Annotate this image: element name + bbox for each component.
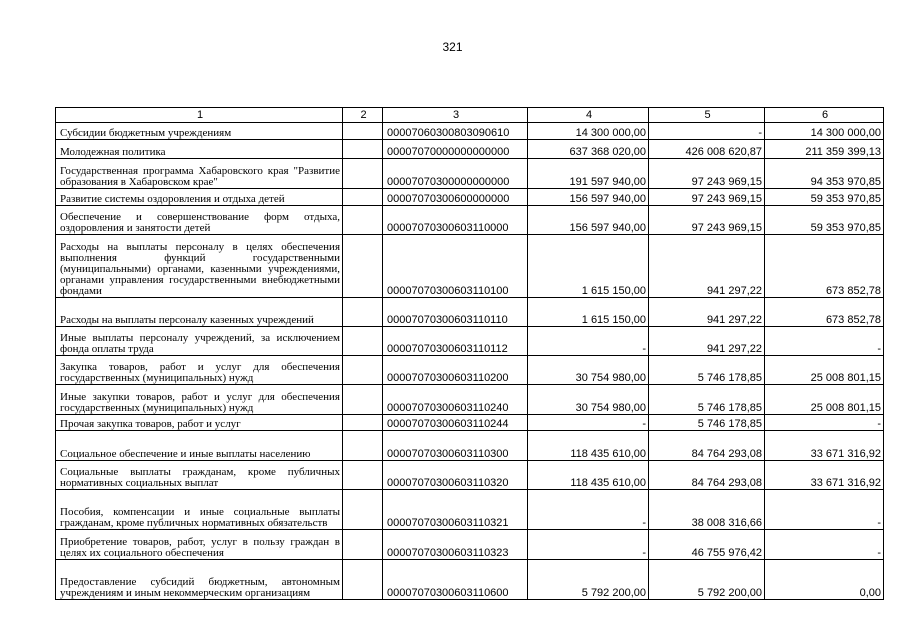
row-value-5: 5 746 178,85 [649,415,765,431]
row-value-6: 59 353 970,85 [765,206,884,235]
row-name: Социальные выплаты гражданам, кроме публичных нормативных социальных выплат [56,461,343,490]
row-col2 [343,140,383,159]
row-name: Развитие системы оздоровления и отдыха детей [56,189,343,206]
row-value-5: 5 746 178,85 [649,385,765,415]
row-value-4: 637 368 020,00 [528,140,649,159]
row-col2 [343,431,383,461]
row-col2 [343,385,383,415]
row-value-4: 1 615 150,00 [528,235,649,298]
row-code: 00007070300603110000 [383,206,528,235]
row-value-6: 673 852,78 [765,298,884,327]
row-value-4: - [528,415,649,431]
row-name: Государственная программа Хабаровского края "Развитие образования в Хабаровском крае" [56,159,343,189]
row-value-5: 97 243 969,15 [649,189,765,206]
row-value-4: - [528,490,649,530]
row-code: 00007070300603110100 [383,235,528,298]
column-header: 6 [765,108,884,123]
table-header-row [56,108,884,123]
row-name: Прочая закупка товаров, работ и услуг [56,415,343,431]
table-row [56,431,884,461]
row-col2 [343,235,383,298]
row-col2 [343,490,383,530]
row-value-5: 84 764 293,08 [649,431,765,461]
budget-table [55,107,884,600]
row-value-6: 94 353 970,85 [765,159,884,189]
column-header: 1 [56,108,343,123]
row-value-5: 46 755 976,42 [649,530,765,560]
row-col2 [343,298,383,327]
row-value-5: 941 297,22 [649,235,765,298]
row-code: 00007070300600000000 [383,189,528,206]
table-row [56,415,884,431]
row-name: Пособия, компенсации и иные социальные выплаты гражданам, кроме публичных нормативных обязательств [56,490,343,530]
column-header: 5 [649,108,765,123]
row-code: 00007070300603110110 [383,298,528,327]
row-name: Закупка товаров, работ и услуг для обеспечения государственных (муниципальных) нужд [56,356,343,385]
row-value-4: - [528,530,649,560]
table-row [56,189,884,206]
table-row [56,298,884,327]
row-value-6: - [765,327,884,356]
row-name: Приобретение товаров, работ, услуг в пользу граждан в целях их социального обеспечения [56,530,343,560]
column-header: 3 [383,108,528,123]
row-code: 00007070300603110240 [383,385,528,415]
row-name: Иные выплаты персоналу учреждений, за исключением фонда оплаты труда [56,327,343,356]
row-value-6: 33 671 316,92 [765,431,884,461]
row-col2 [343,461,383,490]
row-value-6: 673 852,78 [765,235,884,298]
row-value-5: 941 297,22 [649,298,765,327]
table-row [56,123,884,140]
row-value-4: 156 597 940,00 [528,206,649,235]
table-row [56,140,884,159]
row-code: 00007070300603110112 [383,327,528,356]
row-value-5: 5 792 200,00 [649,560,765,600]
row-value-4: 14 300 000,00 [528,123,649,140]
row-name: Иные закупки товаров, работ и услуг для обеспечения государственных (муниципальных) нужд [56,385,343,415]
row-code: 00007060300803090610 [383,123,528,140]
row-value-4: 156 597 940,00 [528,189,649,206]
row-value-5: 38 008 316,66 [649,490,765,530]
row-code: 00007070300000000000 [383,159,528,189]
row-value-6: 59 353 970,85 [765,189,884,206]
row-value-5: 97 243 969,15 [649,159,765,189]
page-number: 321 [442,40,463,54]
column-header: 2 [343,108,383,123]
column-header: 4 [528,108,649,123]
table-row [56,490,884,530]
row-name: Социальное обеспечение и иные выплаты населению [56,431,343,461]
table-row [56,356,884,385]
row-name: Расходы на выплаты персоналу в целях обеспечения выполнения функций государственными (муниципальными) органами, казенными учреждениями, органами управления государственными внебюджетными фондами [56,235,343,298]
row-value-4: - [528,327,649,356]
row-value-4: 30 754 980,00 [528,385,649,415]
row-code: 00007070300603110300 [383,431,528,461]
row-col2 [343,327,383,356]
row-col2 [343,415,383,431]
row-value-6: 0,00 [765,560,884,600]
row-code: 00007070300603110244 [383,415,528,431]
table-row [56,327,884,356]
row-name: Расходы на выплаты персоналу казенных учреждений [56,298,343,327]
table-row [56,206,884,235]
row-col2 [343,560,383,600]
row-col2 [343,356,383,385]
row-code: 00007070300603110320 [383,461,528,490]
row-name: Предоставление субсидий бюджетным, автономным учреждениям и иным некоммерческим организациям [56,560,343,600]
row-value-4: 1 615 150,00 [528,298,649,327]
row-col2 [343,530,383,560]
row-col2 [343,159,383,189]
row-col2 [343,206,383,235]
row-code: 00007070300603110600 [383,560,528,600]
row-value-4: 30 754 980,00 [528,356,649,385]
row-code: 00007070300603110321 [383,490,528,530]
table-row [56,560,884,600]
row-value-4: 191 597 940,00 [528,159,649,189]
table-row [56,530,884,560]
table-row [56,235,884,298]
row-value-6: 33 671 316,92 [765,461,884,490]
row-value-5: - [649,123,765,140]
row-value-6: - [765,490,884,530]
row-value-4: 5 792 200,00 [528,560,649,600]
row-value-5: 5 746 178,85 [649,356,765,385]
row-value-4: 118 435 610,00 [528,461,649,490]
row-name: Молодежная политика [56,140,343,159]
row-value-4: 118 435 610,00 [528,431,649,461]
table-row [56,385,884,415]
table-row [56,159,884,189]
row-value-6: - [765,530,884,560]
row-value-5: 941 297,22 [649,327,765,356]
row-code: 00007070300603110200 [383,356,528,385]
row-code: 00007070000000000000 [383,140,528,159]
row-value-5: 84 764 293,08 [649,461,765,490]
row-col2 [343,189,383,206]
row-value-6: 211 359 399,13 [765,140,884,159]
row-value-6: 25 008 801,15 [765,385,884,415]
row-value-6: - [765,415,884,431]
row-value-6: 14 300 000,00 [765,123,884,140]
row-value-5: 97 243 969,15 [649,206,765,235]
row-col2 [343,123,383,140]
row-value-6: 25 008 801,15 [765,356,884,385]
row-code: 00007070300603110323 [383,530,528,560]
row-name: Субсидии бюджетным учреждениям [56,123,343,140]
table-row [56,461,884,490]
row-value-5: 426 008 620,87 [649,140,765,159]
row-name: Обеспечение и совершенствование форм отдыха, оздоровления и занятости детей [56,206,343,235]
